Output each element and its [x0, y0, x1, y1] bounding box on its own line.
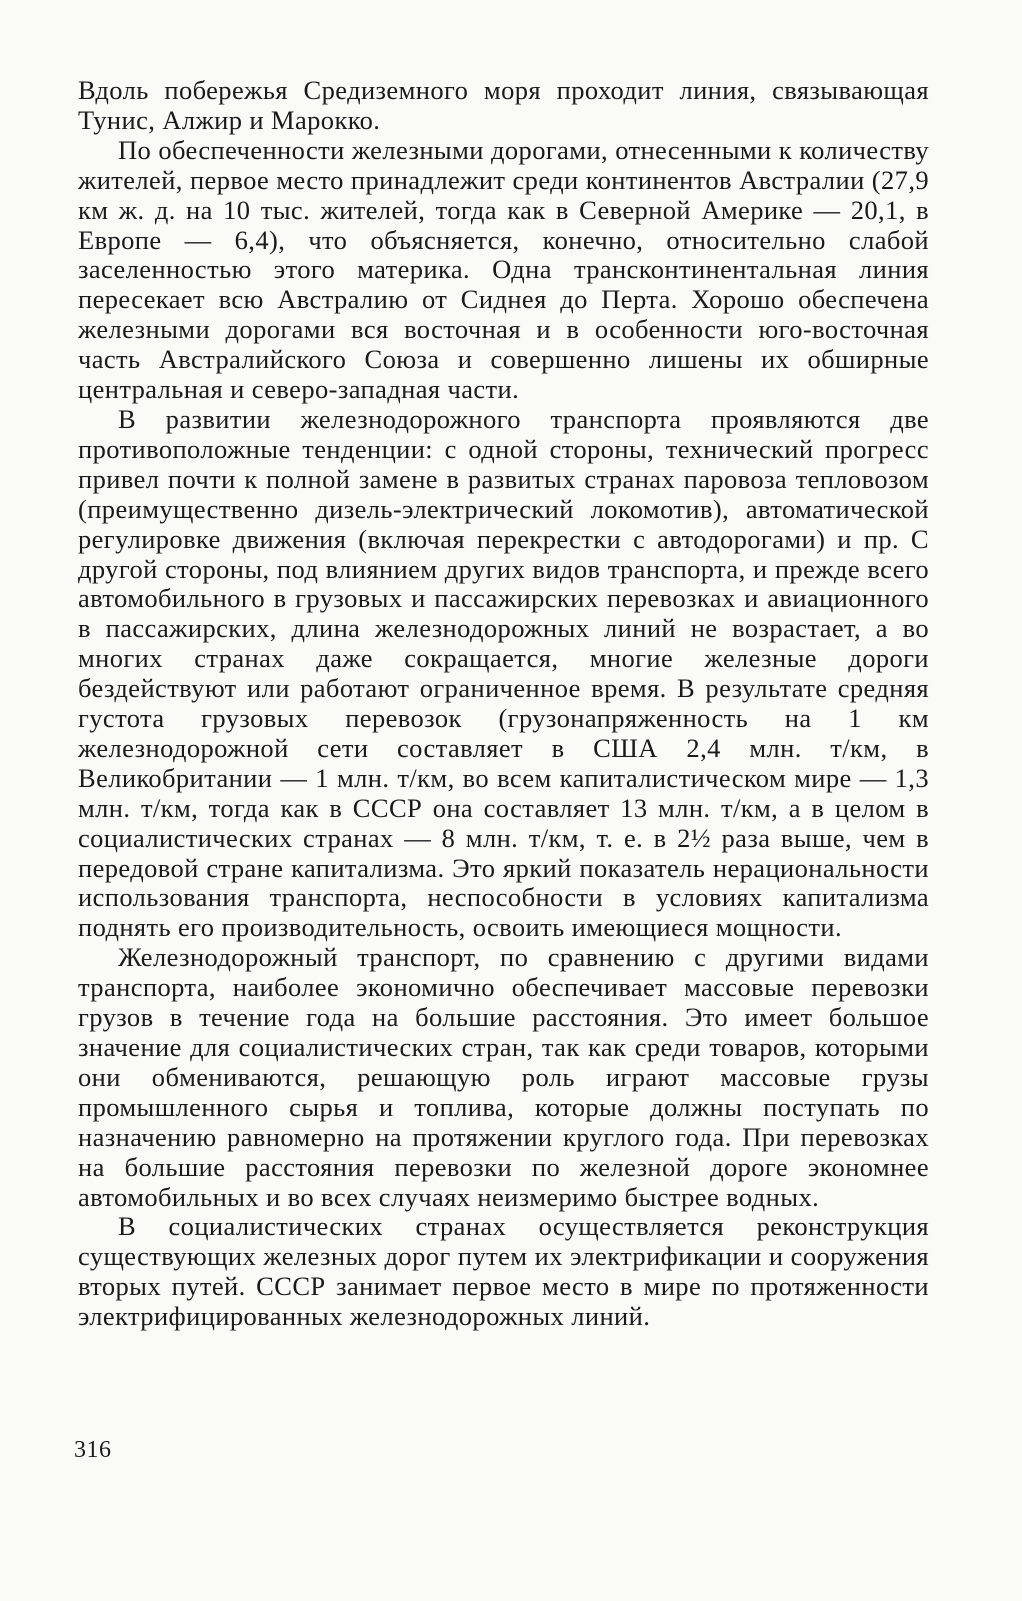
body-text: [78, 76, 929, 1332]
paragraph-mediterranean-line: Вдоль побережья Средиземного моря проходит линия, связывающая Тунис, Алжир и Марокко.: [78, 75, 929, 135]
page-number: 316: [74, 1437, 112, 1463]
paragraph-electrification: В социалистических странах осуществляется реконструкция существующих железных дорог путем их электрификации и сооружения вторых путей. СССР занимает первое место в мире по протяженности электрифицированных железнодорожных линий.: [78, 1211, 929, 1332]
paragraph-rail-economy: Железнодорожный транспорт, по сравнению с другими видами транспорта, наиболее экономично обеспечивает массовые перевозки грузов в течение года на большие расстояния. Это имеет большое значение для социалистических стран, так как среди товаров, которыми они обмениваются, решающую роль играют массовые грузы промышленного сырья и топлива, которые должны поступать по назначению равномерно на протяжении круглого года. При перевозках на большие расстояния перевозки по железной дороге экономнее автомобильных и во всех случаях неизмеримо быстрее водных.: [78, 942, 929, 1212]
paragraph-australia-railways: По обеспеченности железными дорогами, отнесенными к количеству жителей, первое место принадлежит среди континентов Австралии (27,9 км ж. д. на 10 тыс. жителей, тогда как в Северной Америке — 20,1, в Европе — 6,4), что объясняется, конечно, относительно слабой заселенностью этого материка. Одна трансконтинентальная линия пересекает всю Австралию от Сиднея до Перта. Хорошо обеспечена железными дорогами вся восточная и в особенности юго-восточная часть Австралийского Союза и совершенно лишены их обширные центральная и северо-западная части.: [78, 134, 929, 405]
paragraph-railway-tendencies: В развитии железнодорожного транспорта проявляются две противоположные тенденции: с одной стороны, технический прогресс привел почти к полной замене в развитых странах паровоза тепловозом (преимущественно дизель-электрический локомотив), автоматической регулировке движения (включая перекрестки с автодорогами) и пр. С другой стороны, под влиянием других видов транспорта, и прежде всего автомобильного в грузовых и пассажирских перевозках и авиационного в пассажирских, длина железнодорожных линий не возрастает, а во многих странах даже сокращается, многие железные дороги бездействуют или работают ограниченное время. В результате средняя густота грузовых перевозок (грузонапряженность на 1 км железнодорожной сети составляет в США 2,4 млн. т/км, в Великобритании — 1 млн. т/км, во всем капиталистическом мире — 1,3 млн. т/км, тогда как в СССР она составляет 13 млн. т/км, а в целом в социалистических странах — 8 млн. т/км, т. е. в 2½ раза выше, чем в передовой стране капитализма. Это яркий показатель нерациональности использования транспорта, неспособности в условиях капитализма поднять его производительность, освоить имеющиеся мощности.: [78, 403, 929, 943]
